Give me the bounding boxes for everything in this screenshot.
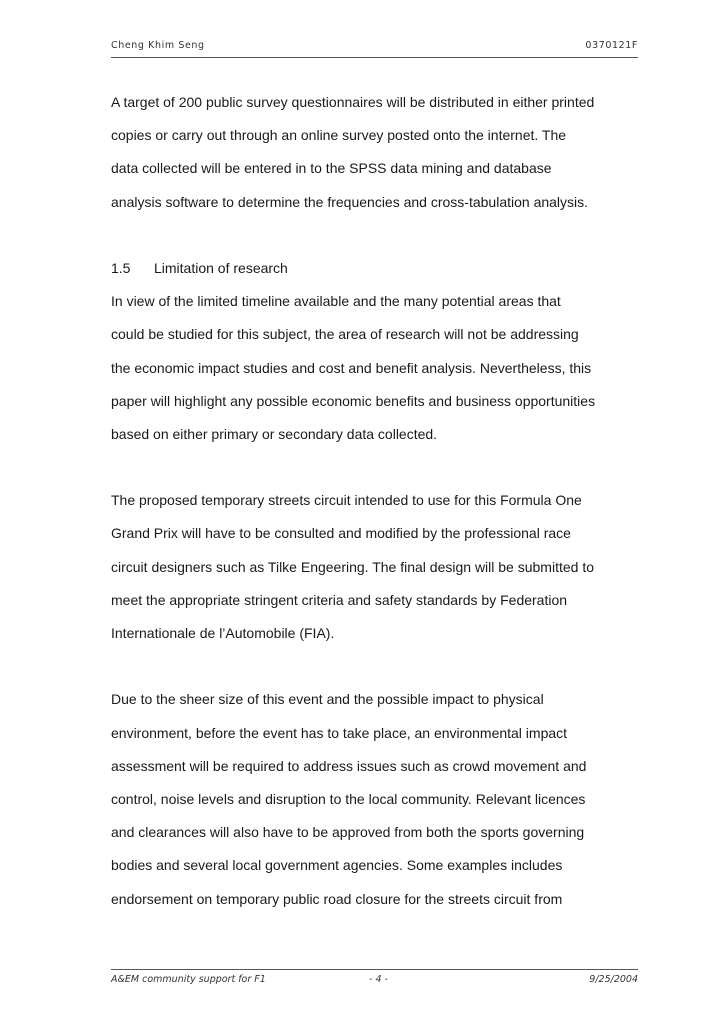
text-line: control, noise levels and disruption to the local community. Relevant licences xyxy=(111,790,586,807)
text-line: assessment will be required to address issues such as crowd movement and xyxy=(111,757,587,774)
paragraph-survey xyxy=(111,86,651,219)
footer-date: 9/25/2004 xyxy=(589,974,638,985)
text-line: paper will highlight any possible economic benefits and business opportunities xyxy=(111,392,596,409)
text-line: could be studied for this subject, the area of research will not be addressing xyxy=(111,326,579,343)
paragraph-environment xyxy=(111,683,651,915)
text-line: Due to the sheer size of this event and the possible impact to physical xyxy=(111,691,544,708)
text-line: analysis software to determine the frequencies and cross-tabulation analysis. xyxy=(111,193,589,210)
section-title: Limitation of research xyxy=(154,259,288,276)
page-footer xyxy=(111,974,638,990)
text-line: In view of the limited timeline available and the many potential areas that xyxy=(111,293,561,310)
paragraph-limitation xyxy=(111,285,651,451)
text-line: and clearances will also have to be approved from both the sports governing xyxy=(111,824,585,841)
footer-divider xyxy=(111,969,638,970)
text-line: A target of 200 public survey questionnaires will be distributed in either printed xyxy=(111,94,595,110)
header-student-id: 0370121F xyxy=(585,40,638,51)
section-number: 1.5 xyxy=(111,259,131,276)
paragraph-gap xyxy=(111,219,651,252)
text-line: bodies and several local government agencies. Some examples includes xyxy=(111,857,563,874)
header-author: Cheng Khim Seng xyxy=(111,40,205,51)
text-line: the economic impact studies and cost and benefit analysis. Nevertheless, this xyxy=(111,359,592,376)
text-line: based on either primary or secondary data collected. xyxy=(111,425,438,442)
header-divider xyxy=(111,57,638,58)
text-line: Grand Prix will have to be consulted and modified by the professional race xyxy=(111,525,571,542)
text-line: meet the appropriate stringent criteria and safety standards by Federation xyxy=(111,591,568,608)
text-line: The proposed temporary streets circuit intended to use for this Formula One xyxy=(111,492,582,509)
page-header xyxy=(111,40,638,56)
document-body xyxy=(111,86,651,916)
paragraph-gap xyxy=(111,451,651,484)
text-line: circuit designers such as Tilke Engeering. The final design will be submitted to xyxy=(111,558,594,575)
text-line: data collected will be entered in to the SPSS data mining and database xyxy=(111,160,552,177)
footer-document-title: A&EM community support for F1 xyxy=(111,974,266,985)
paragraph-circuit xyxy=(111,484,651,650)
section-heading xyxy=(111,252,651,285)
paragraph-gap xyxy=(111,650,651,683)
text-line: Internationale de l’Automobile (FIA). xyxy=(111,625,335,641)
text-line: environment, before the event has to take place, an environmental impact xyxy=(111,724,568,741)
text-line: endorsement on temporary public road closure for the streets circuit from xyxy=(111,890,563,907)
footer-page-number: - 4 - xyxy=(369,974,388,985)
text-line: copies or carry out through an online survey posted onto the internet. The xyxy=(111,127,567,144)
